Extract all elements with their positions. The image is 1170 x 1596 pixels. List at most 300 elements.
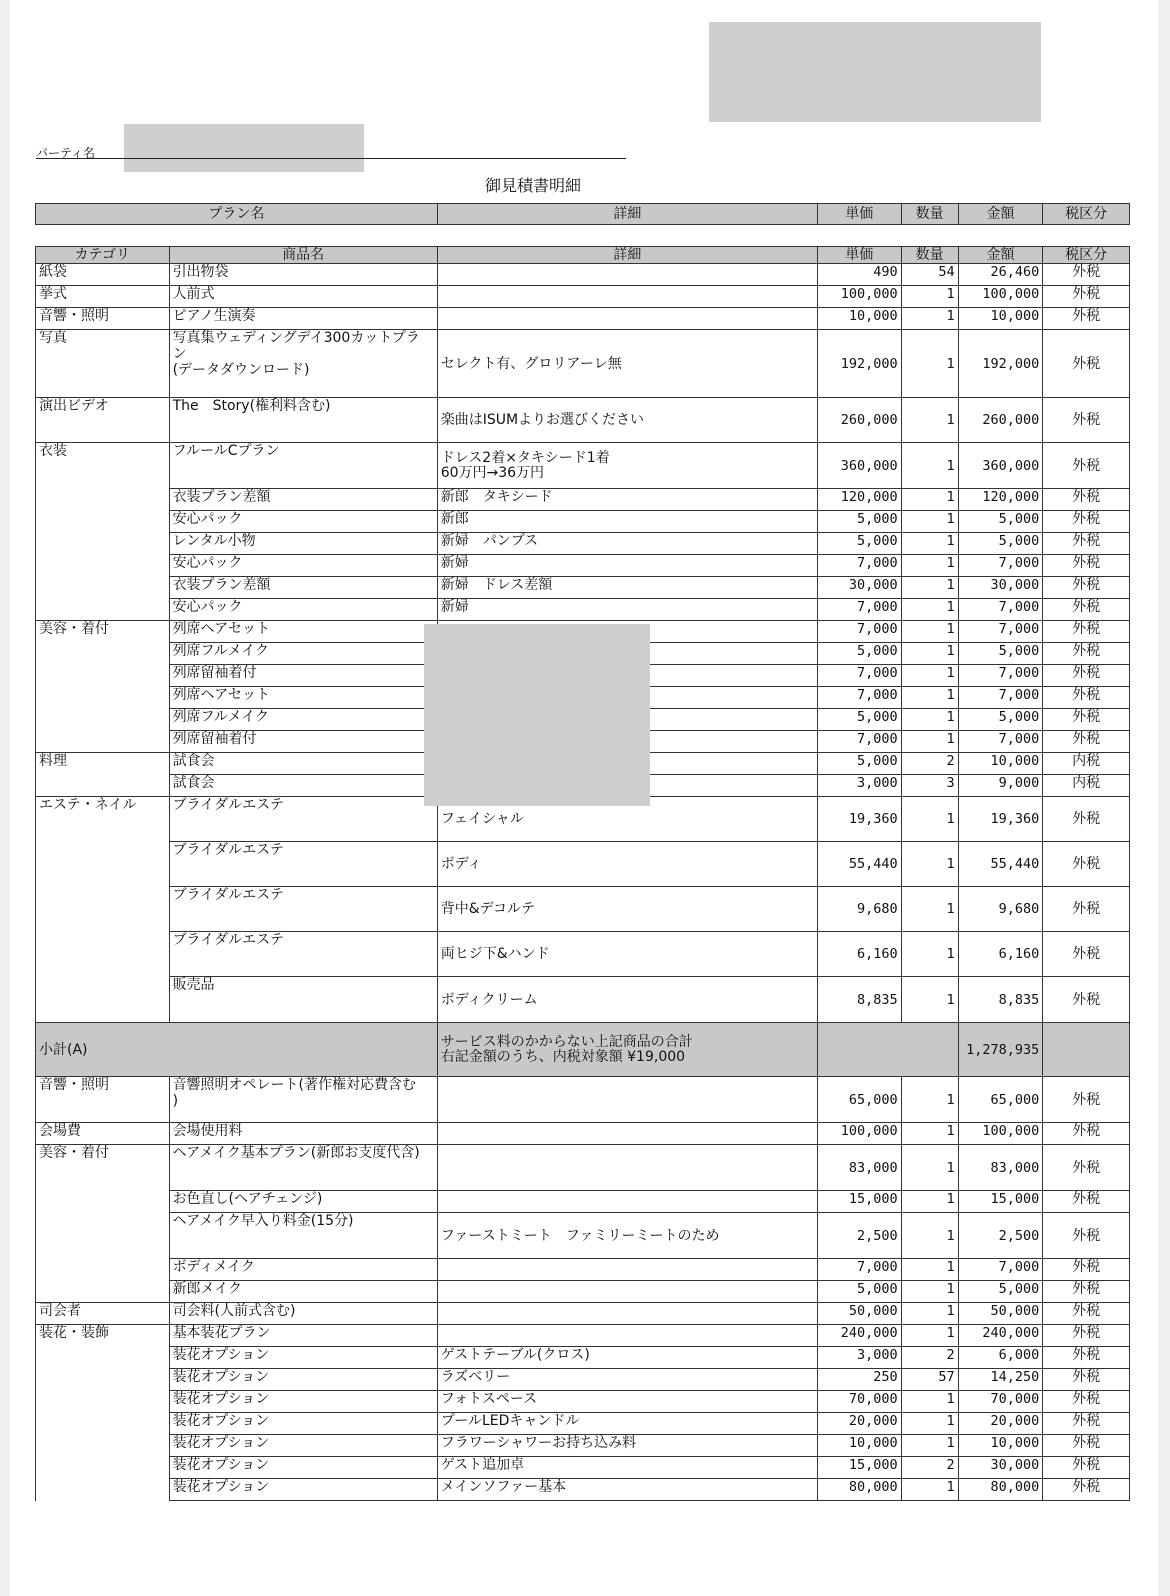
product-cell: 司会料(人前式含む) (169, 1303, 437, 1325)
category-cell (36, 1413, 170, 1435)
amount-cell: 2,500 (958, 1213, 1043, 1259)
amount-cell: 20,000 (958, 1413, 1043, 1435)
product-cell: 列席留袖着付 (169, 665, 437, 687)
tax-cell: 外税 (1043, 842, 1130, 887)
amount-cell: 70,000 (958, 1391, 1043, 1413)
amount-cell: 7,000 (958, 731, 1043, 753)
amount-cell: 10,000 (958, 753, 1043, 775)
amount-header: 金額 (958, 247, 1043, 264)
tax-cell: 外税 (1043, 577, 1130, 599)
unit-price-cell: 7,000 (818, 621, 902, 643)
category-cell (36, 1435, 170, 1457)
product-cell: 列席ヘアセット (169, 621, 437, 643)
quantity-cell: 1 (901, 731, 958, 753)
category-cell (36, 1391, 170, 1413)
detail-cell: ゲスト追加卓 (437, 1457, 817, 1479)
product-cell: 基本装花プラン (169, 1325, 437, 1347)
product-cell: 装花オプション (169, 1347, 437, 1369)
unit-price-cell: 7,000 (818, 1259, 902, 1281)
category-cell (36, 1479, 170, 1501)
unit-price-cell: 20,000 (818, 1413, 902, 1435)
unit-price-cell: 8,835 (818, 977, 902, 1023)
quantity-cell: 1 (901, 1303, 958, 1325)
unit-price-cell: 120,000 (818, 489, 902, 511)
product-cell: 装花オプション (169, 1457, 437, 1479)
detail-cell: フラワーシャワーお持ち込み料 (437, 1435, 817, 1457)
amount-cell: 80,000 (958, 1479, 1043, 1501)
product-cell: 新郎メイク (169, 1281, 437, 1303)
quantity-cell: 1 (901, 599, 958, 621)
quantity-cell: 1 (901, 1191, 958, 1213)
table-row (36, 555, 1130, 577)
detail-cell (437, 264, 817, 286)
unit-price-cell: 7,000 (818, 665, 902, 687)
unit-price-cell: 15,000 (818, 1457, 902, 1479)
detail-cell: ラズベリー (437, 1369, 817, 1391)
detail-cell: メインソファー基本 (437, 1479, 817, 1501)
table-row (36, 599, 1130, 621)
tax-cell: 外税 (1043, 1347, 1130, 1369)
category-cell: 紙袋 (36, 264, 170, 286)
product-cell: お色直し(ヘアチェンジ) (169, 1191, 437, 1213)
quantity-cell: 2 (901, 753, 958, 775)
subtotal-tax-blank (1043, 1023, 1130, 1077)
amount-cell: 5,000 (958, 709, 1043, 731)
detail-cell: 背中&デコルテ (437, 887, 817, 932)
party-name-label: パーティ名 (36, 146, 96, 160)
unit-price-cell: 7,000 (818, 555, 902, 577)
category-cell (36, 775, 170, 797)
quantity-cell: 1 (901, 643, 958, 665)
subtotal-row (36, 1023, 1130, 1077)
product-cell: The Story(権利料含む) (169, 398, 437, 443)
tax-cell: 外税 (1043, 1123, 1130, 1145)
product-cell: ブライダルエステ (169, 842, 437, 887)
category-cell (36, 643, 170, 665)
product-cell: ボディメイク (169, 1259, 437, 1281)
table-row (36, 1369, 1130, 1391)
detail-cell: 新郎 (437, 511, 817, 533)
document-title: 御見積書明細 (484, 176, 581, 195)
items-body-2 (36, 1077, 1130, 1501)
detail-cell: ファーストミート ファミリーミートのため (437, 1213, 817, 1259)
table-row (36, 1479, 1130, 1501)
detail-cell (437, 1259, 817, 1281)
quantity-cell: 3 (901, 775, 958, 797)
product-cell: ヘアメイク基本プラン(新郎お支度代含) (169, 1145, 437, 1191)
tax-cell: 外税 (1043, 443, 1130, 489)
amount-cell: 240,000 (958, 1325, 1043, 1347)
table-row (36, 1077, 1130, 1123)
table-row (36, 1123, 1130, 1145)
unit-price-cell: 7,000 (818, 687, 902, 709)
tax-cell: 外税 (1043, 489, 1130, 511)
tax-cell: 外税 (1043, 398, 1130, 443)
unit-price-cell: 5,000 (818, 1281, 902, 1303)
product-cell: 音響照明オペレート(著作権対応費含む ) (169, 1077, 437, 1123)
amount-cell: 7,000 (958, 665, 1043, 687)
amount-cell: 100,000 (958, 1123, 1043, 1145)
tax-cell: 外税 (1043, 330, 1130, 398)
tax-cell: 外税 (1043, 1457, 1130, 1479)
product-cell: レンタル小物 (169, 533, 437, 555)
amount-cell: 5,000 (958, 511, 1043, 533)
product-cell: 列席フルメイク (169, 643, 437, 665)
subtotal-blank (818, 1023, 959, 1077)
quantity-cell: 2 (901, 1347, 958, 1369)
category-cell: 装花・装飾 (36, 1325, 170, 1347)
unit-price-cell: 7,000 (818, 599, 902, 621)
product-cell: 安心パック (169, 555, 437, 577)
product-cell: 装花オプション (169, 1369, 437, 1391)
amount-cell: 7,000 (958, 1259, 1043, 1281)
quantity-cell: 1 (901, 555, 958, 577)
subtotal-amount: 1,278,935 (958, 1023, 1043, 1077)
tax-cell: 外税 (1043, 1191, 1130, 1213)
table-row (36, 533, 1130, 555)
amount-cell: 120,000 (958, 489, 1043, 511)
tax-cell: 外税 (1043, 665, 1130, 687)
scan-edge-left (0, 0, 10, 1596)
table-row (36, 308, 1130, 330)
tax-cell: 外税 (1043, 797, 1130, 842)
category-cell (36, 932, 170, 977)
quantity-cell: 1 (901, 511, 958, 533)
amount-cell: 30,000 (958, 1457, 1043, 1479)
detail-cell: ボディ (437, 842, 817, 887)
tax-cell: 外税 (1043, 1369, 1130, 1391)
quantity-cell: 1 (901, 1077, 958, 1123)
table-row (36, 1191, 1130, 1213)
product-cell: 衣装プラン差額 (169, 489, 437, 511)
tax-cell: 外税 (1043, 1303, 1130, 1325)
quantity-cell: 1 (901, 665, 958, 687)
unit-price-cell: 5,000 (818, 511, 902, 533)
table-row (36, 577, 1130, 599)
quantity-cell: 1 (901, 842, 958, 887)
product-cell: 列席フルメイク (169, 709, 437, 731)
unit-price-cell: 240,000 (818, 1325, 902, 1347)
detail-cell: 新婦 ドレス差額 (437, 577, 817, 599)
product-cell: 装花オプション (169, 1435, 437, 1457)
party-name-underline (36, 158, 626, 159)
table-row (36, 932, 1130, 977)
quantity-cell: 1 (901, 1479, 958, 1501)
tax-cell: 外税 (1043, 533, 1130, 555)
tax-cell: 外税 (1043, 621, 1130, 643)
detail-cell: 新婦 (437, 555, 817, 577)
quantity-cell: 1 (901, 1413, 958, 1435)
category-cell (36, 665, 170, 687)
product-cell: 写真集ウェディングデイ300カットプラン (データダウンロード) (169, 330, 437, 398)
amount-cell: 260,000 (958, 398, 1043, 443)
amount-cell: 15,000 (958, 1191, 1043, 1213)
tax-cell: 外税 (1043, 1391, 1130, 1413)
product-cell: 試食会 (169, 753, 437, 775)
category-cell: 料理 (36, 753, 170, 775)
table-row (36, 443, 1130, 489)
plan-tax-header: 税区分 (1043, 204, 1130, 225)
unit-price-cell: 5,000 (818, 533, 902, 555)
table-row (36, 977, 1130, 1023)
amount-cell: 5,000 (958, 643, 1043, 665)
tax-cell: 外税 (1043, 932, 1130, 977)
amount-cell: 26,460 (958, 264, 1043, 286)
tax-cell: 外税 (1043, 887, 1130, 932)
plan-quantity-header: 数量 (901, 204, 958, 225)
category-header: カテゴリ (36, 247, 170, 264)
amount-cell: 19,360 (958, 797, 1043, 842)
product-cell: ブライダルエステ (169, 932, 437, 977)
category-cell (36, 511, 170, 533)
detail-cell: 楽曲はISUMよりお選びください (437, 398, 817, 443)
unit-price-cell: 5,000 (818, 709, 902, 731)
unit-price-cell: 360,000 (818, 443, 902, 489)
tax-header: 税区分 (1043, 247, 1130, 264)
tax-cell: 外税 (1043, 687, 1130, 709)
quantity-cell: 1 (901, 1259, 958, 1281)
category-cell (36, 1281, 170, 1303)
category-cell: 会場費 (36, 1123, 170, 1145)
plan-amount-header: 金額 (958, 204, 1043, 225)
unit-price-cell: 5,000 (818, 643, 902, 665)
quantity-cell: 1 (901, 687, 958, 709)
quantity-header: 数量 (901, 247, 958, 264)
category-cell (36, 887, 170, 932)
plan-header-row (36, 204, 1130, 225)
detail-cell: プールLEDキャンドル (437, 1413, 817, 1435)
amount-cell: 83,000 (958, 1145, 1043, 1191)
redacted-details (424, 624, 650, 806)
table-row (36, 286, 1130, 308)
amount-cell: 7,000 (958, 687, 1043, 709)
detail-cell (437, 1191, 817, 1213)
tax-cell: 外税 (1043, 308, 1130, 330)
detail-cell: フォトスペース (437, 1391, 817, 1413)
table-row (36, 1259, 1130, 1281)
unit-price-cell: 80,000 (818, 1479, 902, 1501)
unit-price-cell: 50,000 (818, 1303, 902, 1325)
detail-cell: 両ヒジ下&ハンド (437, 932, 817, 977)
table-row (36, 1325, 1130, 1347)
unit-price-cell: 3,000 (818, 1347, 902, 1369)
tax-cell: 外税 (1043, 731, 1130, 753)
detail-cell (437, 1281, 817, 1303)
product-header: 商品名 (169, 247, 437, 264)
detail-cell: 新婦 パンプス (437, 533, 817, 555)
category-cell (36, 709, 170, 731)
product-cell: 安心パック (169, 599, 437, 621)
category-cell (36, 842, 170, 887)
unit-price-cell: 6,160 (818, 932, 902, 977)
plan-unit-price-header: 単価 (818, 204, 902, 225)
product-cell: 装花オプション (169, 1413, 437, 1435)
unit-price-cell: 250 (818, 1369, 902, 1391)
amount-cell: 9,680 (958, 887, 1043, 932)
amount-cell: 360,000 (958, 443, 1043, 489)
table-row (36, 1457, 1130, 1479)
table-row (36, 1303, 1130, 1325)
product-cell: ブライダルエステ (169, 887, 437, 932)
product-cell: ヘアメイク早入り料金(15分) (169, 1213, 437, 1259)
unit-price-cell: 19,360 (818, 797, 902, 842)
detail-cell: フェイシャル (437, 797, 817, 842)
amount-cell: 50,000 (958, 1303, 1043, 1325)
tax-cell: 内税 (1043, 753, 1130, 775)
category-cell (36, 577, 170, 599)
category-cell: 美容・着付 (36, 1145, 170, 1191)
table-row (36, 1281, 1130, 1303)
table-row (36, 887, 1130, 932)
product-cell: 装花オプション (169, 1479, 437, 1501)
quantity-cell: 1 (901, 887, 958, 932)
detail-cell (437, 1145, 817, 1191)
quantity-cell: 1 (901, 286, 958, 308)
product-cell: フルールCプラン (169, 443, 437, 489)
amount-cell: 14,250 (958, 1369, 1043, 1391)
plan-table (35, 203, 1130, 225)
category-cell: 衣装 (36, 443, 170, 489)
tax-cell: 外税 (1043, 286, 1130, 308)
product-cell: 引出物袋 (169, 264, 437, 286)
quantity-cell: 1 (901, 932, 958, 977)
category-cell: 音響・照明 (36, 1077, 170, 1123)
table-row (36, 398, 1130, 443)
category-cell (36, 599, 170, 621)
quantity-cell: 1 (901, 533, 958, 555)
category-cell: エステ・ネイル (36, 797, 170, 842)
tax-cell: 外税 (1043, 709, 1130, 731)
product-cell: 装花オプション (169, 1391, 437, 1413)
product-cell: 衣装プラン差額 (169, 577, 437, 599)
detail-cell (437, 308, 817, 330)
category-cell (36, 555, 170, 577)
quantity-cell: 1 (901, 489, 958, 511)
unit-price-cell: 65,000 (818, 1077, 902, 1123)
category-cell (36, 533, 170, 555)
amount-cell: 55,440 (958, 842, 1043, 887)
tax-cell: 外税 (1043, 599, 1130, 621)
tax-cell: 外税 (1043, 1259, 1130, 1281)
detail-cell (437, 286, 817, 308)
quantity-cell: 1 (901, 330, 958, 398)
quantity-cell: 1 (901, 443, 958, 489)
unit-price-cell: 55,440 (818, 842, 902, 887)
unit-price-cell: 260,000 (818, 398, 902, 443)
product-cell: 会場使用料 (169, 1123, 437, 1145)
amount-cell: 10,000 (958, 308, 1043, 330)
items-header-row (36, 247, 1130, 264)
redacted-block-top (709, 22, 1041, 122)
product-cell: 販売品 (169, 977, 437, 1023)
category-cell (36, 1457, 170, 1479)
detail-cell (437, 1325, 817, 1347)
unit-price-cell: 490 (818, 264, 902, 286)
detail-cell: ボディクリーム (437, 977, 817, 1023)
quantity-cell: 1 (901, 398, 958, 443)
subtotal-note: サービス料のかからない上記商品の合計 右記金額のうち、内税対象額 ¥19,000 (437, 1023, 817, 1077)
subtotal-section (36, 1023, 1130, 1077)
table-row (36, 330, 1130, 398)
quantity-cell: 1 (901, 797, 958, 842)
unit-price-cell: 2,500 (818, 1213, 902, 1259)
quantity-cell: 1 (901, 1281, 958, 1303)
unit-price-cell: 7,000 (818, 731, 902, 753)
amount-cell: 30,000 (958, 577, 1043, 599)
tax-cell: 内税 (1043, 775, 1130, 797)
quantity-cell: 57 (901, 1369, 958, 1391)
detail-cell (437, 1123, 817, 1145)
scan-edge-right (1158, 0, 1170, 1596)
table-row (36, 1435, 1130, 1457)
unit-price-cell: 5,000 (818, 753, 902, 775)
unit-price-cell: 100,000 (818, 286, 902, 308)
category-cell: 挙式 (36, 286, 170, 308)
tax-cell: 外税 (1043, 643, 1130, 665)
quantity-cell: 54 (901, 264, 958, 286)
product-cell: 列席留袖着付 (169, 731, 437, 753)
redacted-party-name (124, 124, 364, 172)
table-row (36, 842, 1130, 887)
quantity-cell: 1 (901, 1325, 958, 1347)
detail-cell: 新郎 タキシード (437, 489, 817, 511)
unit-price-cell: 15,000 (818, 1191, 902, 1213)
table-row (36, 1213, 1130, 1259)
quantity-cell: 1 (901, 577, 958, 599)
product-cell: 試食会 (169, 775, 437, 797)
category-cell: 写真 (36, 330, 170, 398)
quantity-cell: 1 (901, 1145, 958, 1191)
table-row (36, 264, 1130, 286)
amount-cell: 10,000 (958, 1435, 1043, 1457)
category-cell (36, 731, 170, 753)
category-cell: 司会者 (36, 1303, 170, 1325)
quantity-cell: 2 (901, 1457, 958, 1479)
detail-cell: 新婦 (437, 599, 817, 621)
quantity-cell: 1 (901, 1391, 958, 1413)
amount-cell: 6,000 (958, 1347, 1043, 1369)
product-cell: ピアノ生演奏 (169, 308, 437, 330)
unit-price-cell: 10,000 (818, 308, 902, 330)
amount-cell: 65,000 (958, 1077, 1043, 1123)
tax-cell: 外税 (1043, 1213, 1130, 1259)
table-row (36, 1413, 1130, 1435)
unit-price-cell: 100,000 (818, 1123, 902, 1145)
tax-cell: 外税 (1043, 1413, 1130, 1435)
tax-cell: 外税 (1043, 264, 1130, 286)
quantity-cell: 1 (901, 1123, 958, 1145)
tax-cell: 外税 (1043, 555, 1130, 577)
table-row (36, 1391, 1130, 1413)
category-cell: 演出ビデオ (36, 398, 170, 443)
category-cell (36, 1191, 170, 1213)
unit-price-cell: 30,000 (818, 577, 902, 599)
amount-cell: 7,000 (958, 621, 1043, 643)
category-cell (36, 1259, 170, 1281)
amount-cell: 100,000 (958, 286, 1043, 308)
plan-detail-header: 詳細 (437, 204, 817, 225)
unit-price-cell: 3,000 (818, 775, 902, 797)
quantity-cell: 1 (901, 308, 958, 330)
unit-price-header: 単価 (818, 247, 902, 264)
product-cell: 列席ヘアセット (169, 687, 437, 709)
tax-cell: 外税 (1043, 511, 1130, 533)
table-row (36, 1145, 1130, 1191)
quantity-cell: 1 (901, 1213, 958, 1259)
quantity-cell: 1 (901, 621, 958, 643)
amount-cell: 7,000 (958, 555, 1043, 577)
tax-cell: 外税 (1043, 1479, 1130, 1501)
